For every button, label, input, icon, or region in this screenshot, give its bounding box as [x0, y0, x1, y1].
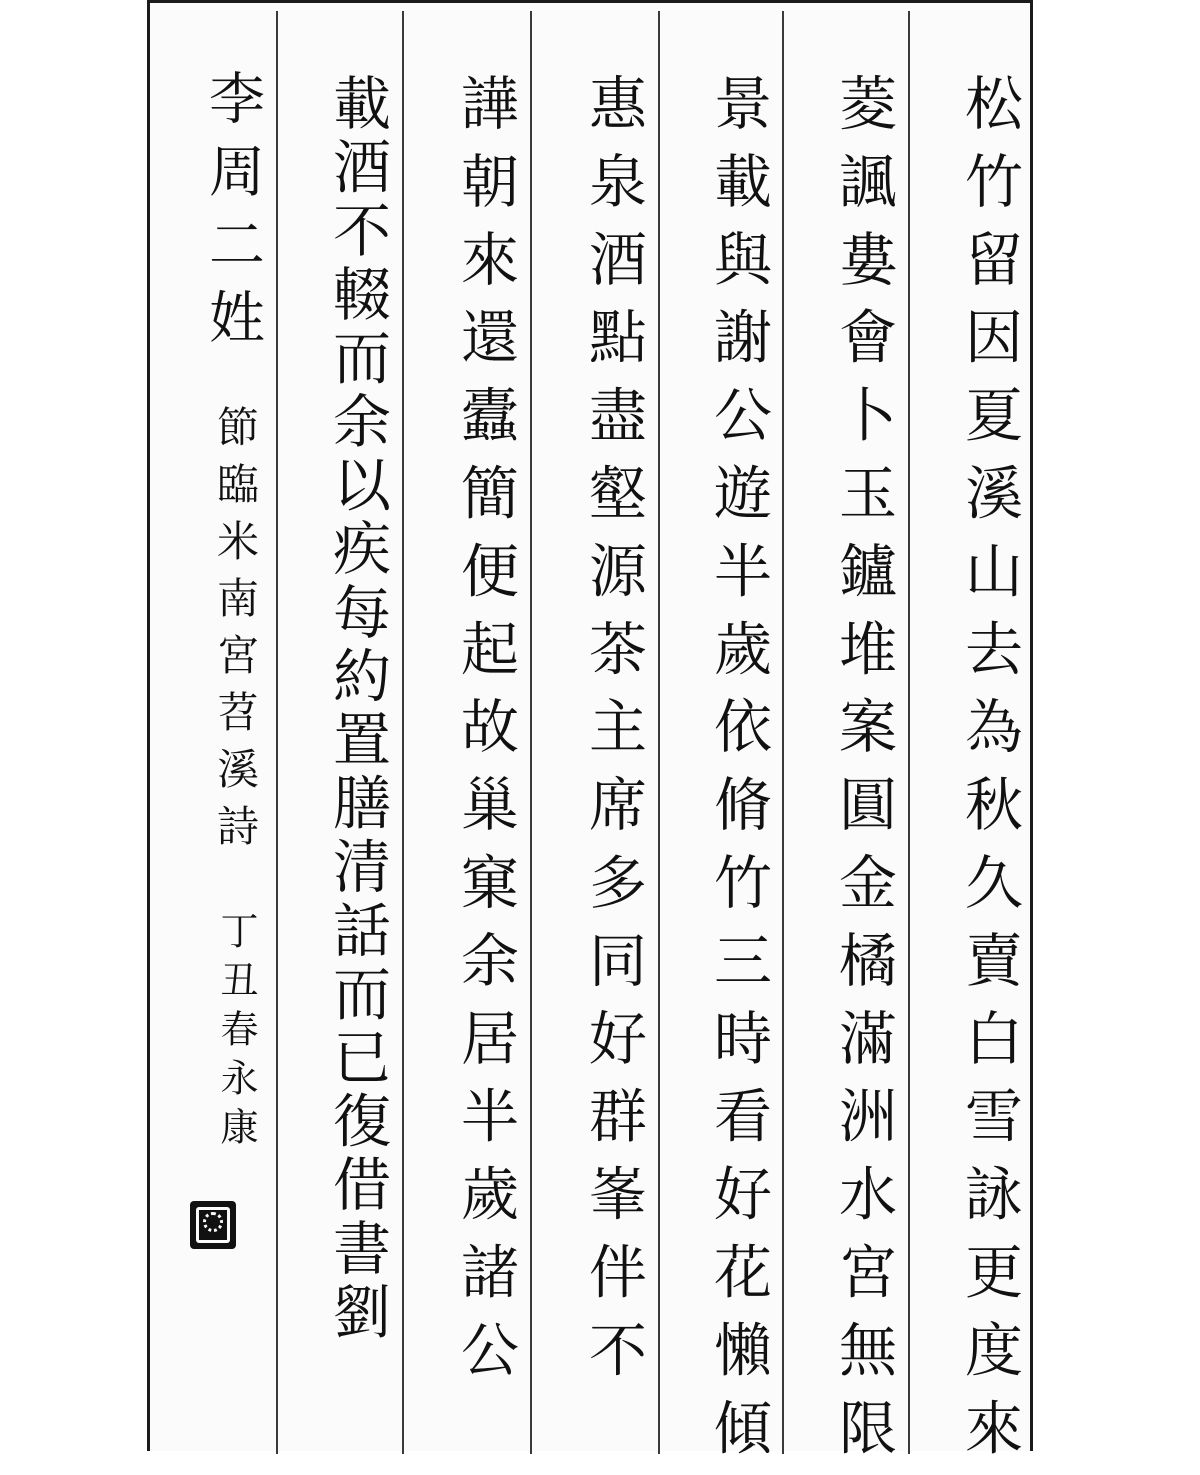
column-4-text: 惠泉酒點盡壑源茶主席多同好群峯伴不: [579, 73, 647, 1398]
column-6-text: 載酒不輟而余以疾每約置膳清話而已復借書劉: [323, 73, 391, 1345]
text-column-5: [402, 3, 530, 1454]
signature-date: 丁丑春永康: [214, 911, 258, 1156]
column-1-text: 松竹留因夏溪山去為秋久賣白雪詠更度來: [955, 73, 1023, 1475]
column-2-text: 菱諷婁會卜玉鑪堆案圓金橘滿洲水宮無限: [829, 73, 897, 1475]
text-column-2: [782, 3, 908, 1475]
square-seal-icon: [190, 1201, 236, 1249]
column-divider: [782, 11, 784, 1454]
text-column-6: [276, 3, 402, 1454]
column-divider: [402, 11, 404, 1454]
text-column-4: [530, 3, 658, 1454]
column-divider: [658, 11, 660, 1454]
text-column-1: [908, 3, 1036, 1475]
signature-column: [150, 3, 276, 1454]
column-divider: [908, 11, 910, 1454]
column-3-text: 景載與謝公遊半歲依脩竹三時看好花懶傾: [704, 73, 772, 1475]
signature-poem-title: 節臨米南宮苕溪詩: [211, 405, 260, 861]
column-divider: [530, 11, 532, 1454]
calligraphy-sheet: [147, 0, 1033, 1475]
column-5-text: 譁朝來還蠹簡便起故巢窠余居半歲諸公: [451, 73, 519, 1398]
text-column-3: [658, 3, 782, 1475]
column-divider: [276, 11, 278, 1454]
signature-surnames: 李周二姓: [200, 69, 265, 361]
